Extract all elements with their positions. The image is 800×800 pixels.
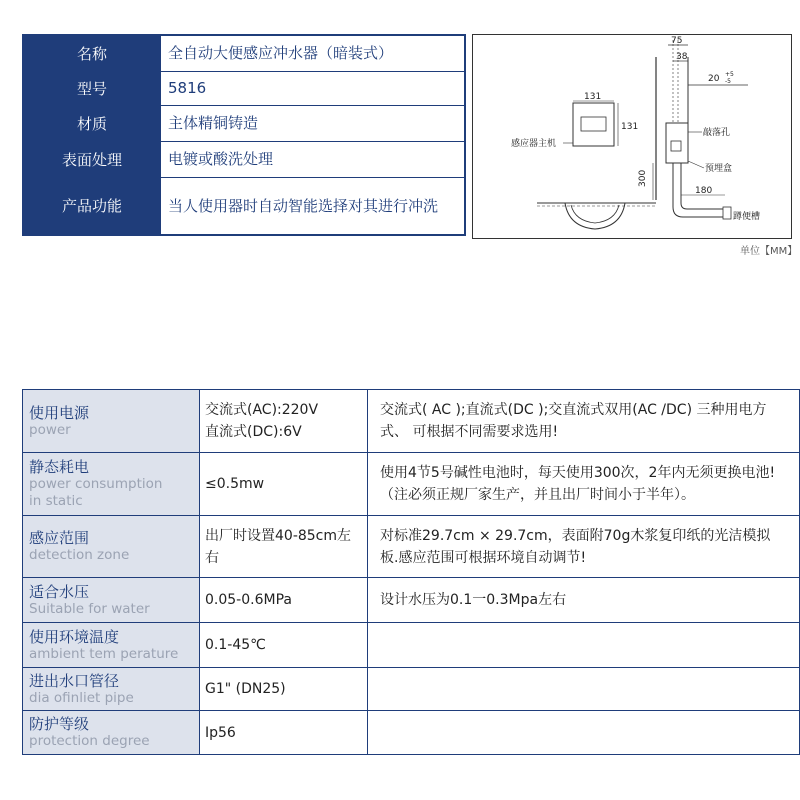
spec-label: 型号 (23, 71, 161, 105)
param-value: G1" (DN25) (200, 668, 368, 711)
parameters-table (22, 389, 800, 755)
spec-label: 产品功能 (23, 177, 161, 235)
param-name-en: protection degree (29, 733, 150, 749)
param-description (368, 623, 800, 668)
param-name-cn: 使用电源 (29, 403, 90, 422)
param-row-protection (23, 711, 800, 755)
spec-row-surface (23, 141, 465, 177)
param-name (23, 668, 200, 711)
spec-row-name (23, 35, 465, 71)
label-knockout-hole: 敲落孔 (703, 128, 731, 138)
param-name-en: Suitable for water (29, 600, 150, 617)
param-name (23, 453, 200, 516)
param-value: 交流式(AC):220V 直流式(DC):6V (200, 390, 368, 453)
dim-131-width: 131 (584, 92, 602, 102)
param-name (23, 578, 200, 623)
param-name-en: detection zone (29, 547, 130, 563)
param-value: 0.1-45℃ (200, 623, 368, 668)
param-name-cn: 感应范围 (29, 529, 90, 547)
dim-131-height: 131 (621, 122, 639, 132)
spec-row-function (23, 177, 465, 235)
param-row-detection (23, 516, 800, 578)
param-name (23, 711, 200, 755)
param-row-static-consumption (23, 453, 800, 516)
param-description: 交流式( AC );直流式(DC );交直流式双用(AC /DC) 三种用电方式、 可根据不同需要求选用! (368, 390, 800, 453)
param-value: ≤0.5mw (200, 453, 368, 516)
param-name (23, 390, 200, 453)
label-sensor-unit: 感应器主机 (511, 139, 557, 149)
spec-label: 表面处理 (23, 141, 161, 177)
spec-value: 主体精铜铸造 (161, 105, 466, 141)
param-description: 设计水压为0.1一0.3Mpa左右 (368, 578, 800, 623)
param-name-cn: 静态耗电 (29, 458, 90, 476)
param-name (23, 623, 200, 668)
param-value: Ip56 (200, 711, 368, 755)
spec-table (22, 34, 466, 236)
param-name-en: ambient tem perature (29, 645, 179, 662)
spec-value: 5816 (161, 71, 466, 105)
spec-label: 名称 (23, 35, 161, 71)
label-squat-trough: 蹲便槽 (733, 212, 761, 222)
param-value: 0.05-0.6MPa (200, 578, 368, 623)
param-name-cn: 适合水压 (29, 582, 90, 601)
param-description: 使用4节5号碱性电池时，每天使用300次，2年内无须更换电池!（注必须正规厂家生产，并且出厂时间小于半年）。 (368, 453, 800, 516)
param-value: 出厂时设置40-85cm左右 (200, 516, 368, 578)
spec-value: 全自动大便感应冲水器（暗装式） (161, 35, 466, 71)
param-name-en: dia ofinliet pipe (29, 689, 134, 706)
dim-20-tol-plus: +5 (725, 71, 734, 78)
param-name-cn: 进出水口管径 (29, 671, 120, 690)
param-row-temperature (23, 623, 800, 668)
dim-180: 180 (695, 186, 713, 196)
param-description (368, 668, 800, 711)
dim-75: 75 (671, 36, 683, 46)
spec-value: 当人使用器时自动智能选择对其进行冲洗 (161, 177, 466, 235)
param-row-pipe-diameter (23, 668, 800, 711)
dim-20: 20 (708, 74, 720, 84)
installation-drawing (473, 35, 791, 238)
param-name-en: power (29, 421, 71, 438)
spec-row-material (23, 105, 465, 141)
spec-row-model (23, 71, 465, 105)
param-name (23, 516, 200, 578)
label-embedded-box: 预埋盒 (705, 164, 733, 174)
param-row-power (23, 390, 800, 453)
param-name-en: power consumption in static (29, 476, 163, 509)
installation-diagram (472, 34, 792, 239)
param-description: 对标准29.7cm × 29.7cm，表面附70g木浆复印纸的光洁模拟板.感应范围可根据环境自动调节! (368, 516, 800, 578)
param-name-cn: 使用环境温度 (29, 627, 120, 646)
dim-38: 38 (676, 52, 688, 62)
param-name-cn: 防护等级 (29, 715, 90, 733)
param-description (368, 711, 800, 755)
dim-20-tol-minus: -5 (725, 78, 731, 85)
dim-300: 300 (638, 169, 648, 187)
param-row-pressure (23, 578, 800, 623)
spec-value: 电镀或酸洗处理 (161, 141, 466, 177)
unit-note: 单位【MM】 (740, 246, 798, 257)
spec-label: 材质 (23, 105, 161, 141)
